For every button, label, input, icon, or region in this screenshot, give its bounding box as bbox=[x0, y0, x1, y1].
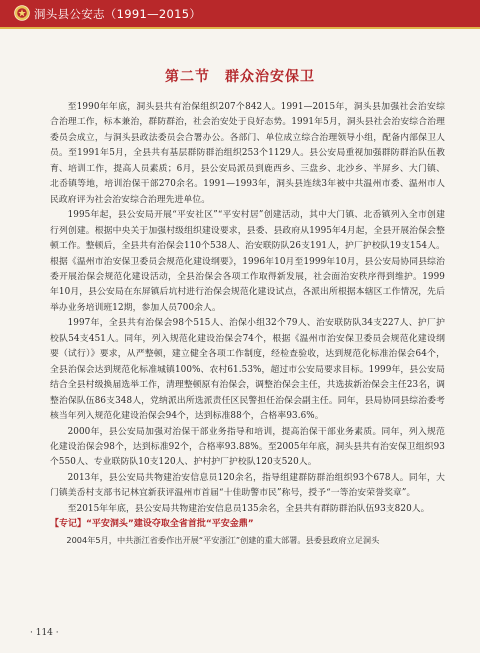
paragraph: 1995年起，县公安局开展“平安社区”“平安村居”创建活动，其中大门镇、北岙镇列入全市创建行列创建。根据中央关于加强村级组织建设要求，县委、县政府从1995年4月起，全县开展治保会整顿工作。整顿后，全县共有治保会110个538人、治安联防队26支191人，护厂护校队19支154人。根据《温州市治安保卫委员会规范化建设纲要》，1996年10月至1999年10月，县公安局协同县综治委开展治保会规范化建设活动，全县治保会各项工作取得新发展，社会面治安秩序得到维护。1999年10月，县公安局在东屏镇后坑村进行治保会规范化建设试点，各派出所根据本辖区工作情况，先后举办业务培训班12期，参加人员700余人。 bbox=[50, 210, 445, 313]
header-title: 洞头县公安志（1991—2015） bbox=[34, 7, 202, 21]
paragraph: 2000年，县公安局加强对治保干部业务指导和培训，提高治保干部业务素质。同年，列入规范化建设治保会98个，达到标准92个，合格率93.88%。至2005年年底，洞头县共有治安保卫组织93个550人、专业联防队10支120人、护村护厂护校队120支520人。 bbox=[50, 426, 445, 468]
section-title: 第二节 群众治安保卫 bbox=[165, 69, 315, 85]
special-note-body: 2004年5月，中共浙江省委作出开展“平安浙江”创建的重大部署。县委县政府立足洞头 bbox=[66, 534, 380, 545]
main-content bbox=[50, 100, 445, 548]
header-rule bbox=[0, 27, 480, 29]
page-number: · 114 · bbox=[30, 628, 59, 638]
paragraph: 至2015年年底，县公安局共物建治安信息员135余名，全县共有群防群治队伍93支820人。 bbox=[67, 503, 430, 514]
special-note-title: 【专记】“平安洞头”建设夺取全省首批“平安金鼎” bbox=[50, 519, 254, 530]
police-badge-icon bbox=[14, 5, 30, 21]
paragraph: 至1990年年底，洞头县共有治保组织207个842人。1991—2015年，洞头县加强社会治安综合治理工作，标本兼治，群防群治，社会治安处于良好态势。1991年5月，洞头县社会治安综合治理委员会成立，与洞头县政法委员会合署办公。各部门、单位成立综合治理领导小组，配备内部保卫人员。至1991年5月，全县共有基层群防群治组织253个1129人。县公安局重视加强群防群治队伍教育、培训工作，提高人员素质；6月，县公安局派员到鹿西乡、三盘乡、北沙乡、半屏乡、大门镇、北岙镇等地，培训治保干部270余名。1991—1993年，洞头县连续3年被中共温州市委、温州市人民政府评为社会治安综合治理先进单位。 bbox=[50, 102, 445, 205]
page-header bbox=[0, 0, 480, 30]
paragraph: 2013年，县公安局共物建治安信息员120余名，指导组建群防群治组织93个678人。同年，大门镇美岙村支部书记林宜新获评温州市首届“十佳助警市民”称号，授予“一等治安荣誉奖章”。 bbox=[50, 472, 445, 499]
paragraph: 1997年，全县共有治保会98个515人、治保小组32个79人、治安联防队34支227人、护厂护校队54支451人。同年，列入规范化建设治保会74个，根据《温州市治安保卫委员会规范化建设纲要（试行）》要求，从严整顿，建立健全各项工作制度，经检查验收，达到规范化标准治保会64个，全县治保会达到规范化标准城镇100%、农村61.53%，超过市公安局要求目标。1999年，县公安局结合全县村级换届选举工作，清理整顿原有治保会，调整治保会主任，共选拔新治保会主任23名，调整治保队伍86支348人，党纳派出所选派责任区民警担任治保会副主任。同年，县局协同县综治委考核当年列入规范化建设治保会94个，达到标准88个，合格率93.6%。 bbox=[50, 318, 445, 422]
